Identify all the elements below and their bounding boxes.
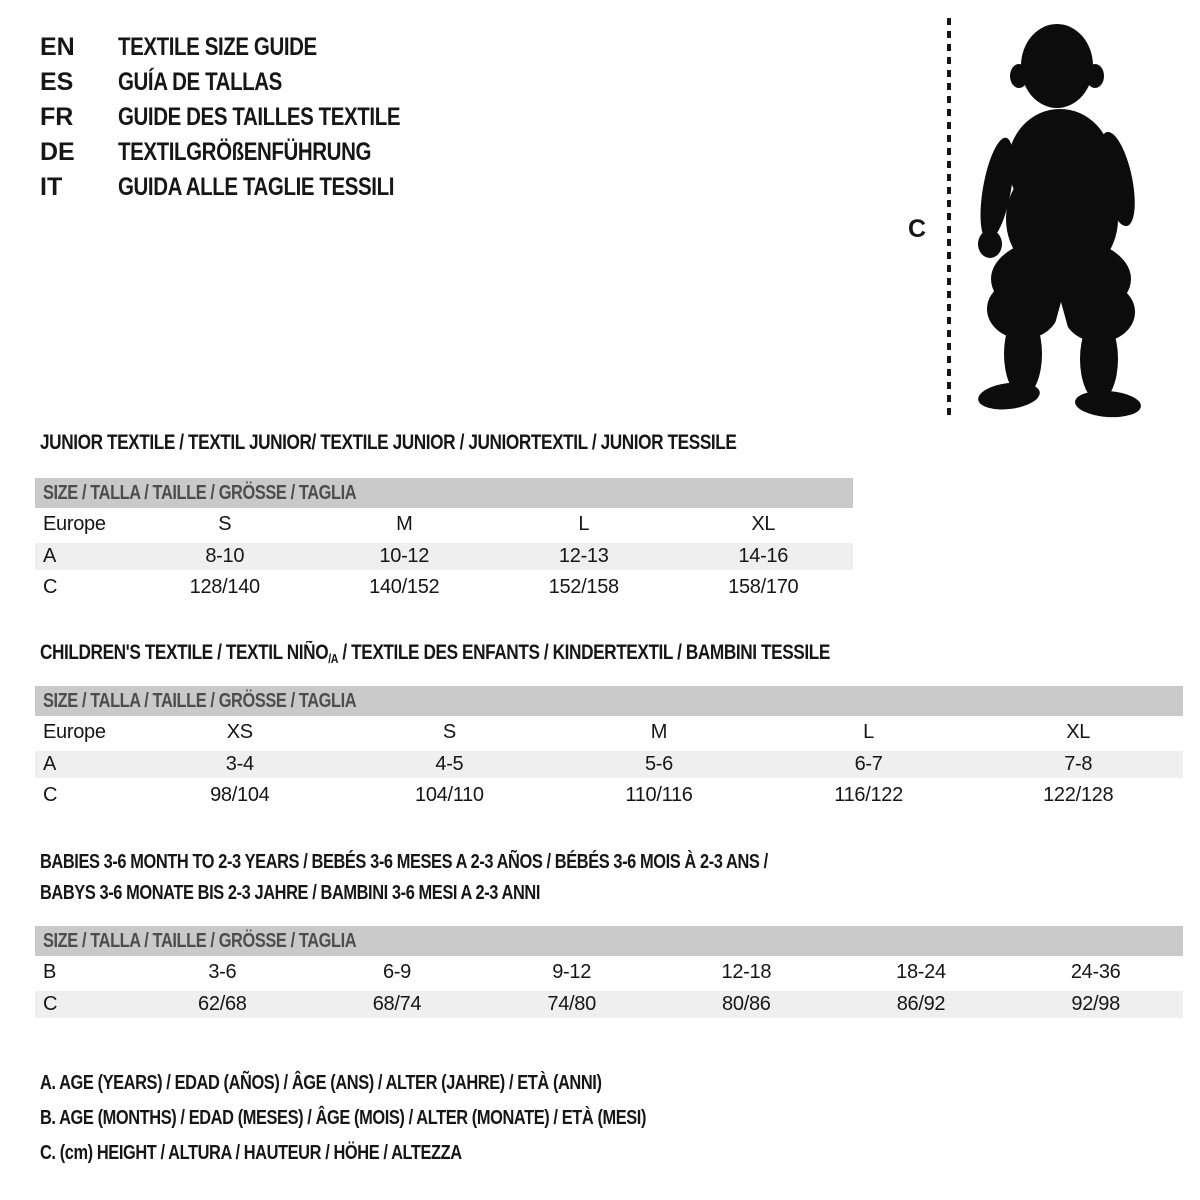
size-header-bar: SIZE / TALLA / TAILLE / GRÖSSE / TAGLIA (35, 686, 1183, 716)
column-header: L (863, 721, 874, 743)
language-row (40, 135, 462, 170)
table-cell: 3-6 (208, 961, 237, 983)
column-header: XL (1066, 721, 1091, 743)
guide-title: TEXTILGRÖßENFÜHRUNG (118, 138, 372, 166)
table-cell: 158/170 (728, 576, 799, 598)
column-header: S (442, 721, 456, 743)
height-measure-label: C (908, 215, 927, 243)
junior-section-title: JUNIOR TEXTILE / TEXTIL JUNIOR/ TEXTILE JUNIOR / JUNIORTEXTIL / JUNIOR TESSILE (40, 431, 737, 454)
nino-a-subscript: /A (328, 651, 339, 666)
guide-title: GUIDA ALLE TAGLIE TESSILI (118, 173, 394, 201)
table-cell: 110/116 (625, 784, 693, 806)
language-row (40, 30, 462, 65)
row-label: A (43, 545, 57, 567)
table-cell: 6-7 (854, 753, 883, 775)
guide-title: GUIDE DES TAILLES TEXTILE (118, 103, 401, 131)
table-cell: 7-8 (1064, 753, 1093, 775)
row-label: C (43, 576, 58, 598)
table-cell: 116/122 (834, 784, 903, 806)
table-cell: 74/80 (547, 993, 596, 1015)
language-row (40, 65, 462, 100)
column-header: XS (226, 721, 253, 743)
table-cell: 140/152 (369, 576, 440, 598)
table-cell: 10-12 (379, 545, 430, 567)
table-cell: 24-36 (1070, 961, 1121, 983)
size-header-bar: SIZE / TALLA / TAILLE / GRÖSSE / TAGLIA (35, 478, 853, 508)
language-row (40, 170, 462, 205)
language-code: IT (40, 173, 63, 201)
language-row (40, 100, 462, 135)
babies-size-table (35, 926, 1183, 1020)
table-cell: 80/86 (722, 993, 771, 1015)
table-cell: 4-5 (435, 753, 464, 775)
language-code: EN (40, 33, 75, 61)
table-row-a (35, 541, 853, 572)
table-cell: 5-6 (644, 753, 673, 775)
table-cell: 6-9 (382, 961, 411, 983)
table-cell: 62/68 (198, 993, 247, 1015)
region-label: Europe (43, 721, 106, 743)
children-section-title: CHILDREN'S TEXTILE / TEXTIL NIÑO/A / TEXTILE DES ENFANTS / KINDERTEXTIL / BAMBINI TESSILE (40, 641, 830, 666)
table-cell: 128/140 (189, 576, 260, 598)
table-cell: 12-13 (558, 545, 609, 567)
language-code: FR (40, 103, 74, 131)
babies-section-title: BABIES 3-6 MONTH TO 2-3 YEARS / BEBÉS 3-6 MESES A 2-3 AÑOS / BÉBÉS 3-6 MOIS À 2-3 ANS / BABYS 3-6 MONATE BIS 2-3 JAHRE / BAMBINI 3-6 MESI A 2-3 ANNI (40, 851, 768, 904)
table-cell: 8-10 (205, 545, 245, 567)
legend-line-b: B. AGE (MONTHS) / EDAD (MESES) / ÂGE (MOIS) / ALTER (MONATE) / ETÀ (MESI) (40, 1107, 647, 1129)
column-header: L (578, 513, 590, 535)
column-header: M (396, 513, 413, 535)
guide-title: TEXTILE SIZE GUIDE (118, 33, 317, 61)
column-header: XL (751, 513, 776, 535)
language-title-list (40, 30, 462, 205)
table-cell: 122/128 (1043, 784, 1114, 806)
table-row-c (35, 572, 853, 603)
row-label: C (43, 993, 58, 1015)
legend-line-c: C. (cm) HEIGHT / ALTURA / HAUTEUR / HÖHE / ALTEZZA (40, 1142, 462, 1164)
junior-size-table (35, 478, 853, 603)
table-cell: 18-24 (896, 961, 946, 983)
measurement-legend (40, 1066, 779, 1171)
table-cell: 12-18 (721, 961, 772, 983)
table-row-c (35, 989, 1183, 1020)
language-code: ES (40, 68, 74, 96)
column-header: M (650, 721, 668, 743)
region-label: Europe (43, 513, 106, 535)
height-measure-line (947, 18, 951, 415)
table-cell: 92/98 (1071, 993, 1120, 1015)
table-cell: 14-16 (738, 545, 789, 567)
size-header-bar: SIZE / TALLA / TAILLE / GRÖSSE / TAGLIA (35, 926, 1183, 956)
table-row-c (35, 780, 1183, 811)
toddler-silhouette-image (964, 14, 1148, 420)
table-cell: 68/74 (372, 993, 422, 1015)
guide-title: GUÍA DE TALLAS (118, 68, 282, 96)
table-cell: 104/110 (415, 784, 484, 806)
row-label: B (43, 961, 57, 983)
column-header: S (218, 513, 232, 535)
row-label: C (43, 784, 58, 806)
legend-line-a: A. AGE (YEARS) / EDAD (AÑOS) / ÂGE (ANS) / ALTER (JAHRE) / ETÀ (ANNI) (40, 1072, 602, 1094)
table-cell: 152/158 (548, 576, 619, 598)
table-row-a (35, 749, 1183, 780)
table-header-row (35, 508, 853, 541)
table-cell: 3-4 (225, 753, 254, 775)
children-size-table (35, 686, 1183, 811)
table-cell: 86/92 (896, 993, 946, 1015)
table-header-row (35, 716, 1183, 749)
table-row-b (35, 956, 1183, 989)
language-code: DE (40, 138, 75, 166)
table-cell: 9-12 (552, 961, 592, 983)
row-label: A (43, 753, 57, 775)
table-cell: 98/104 (210, 784, 270, 806)
